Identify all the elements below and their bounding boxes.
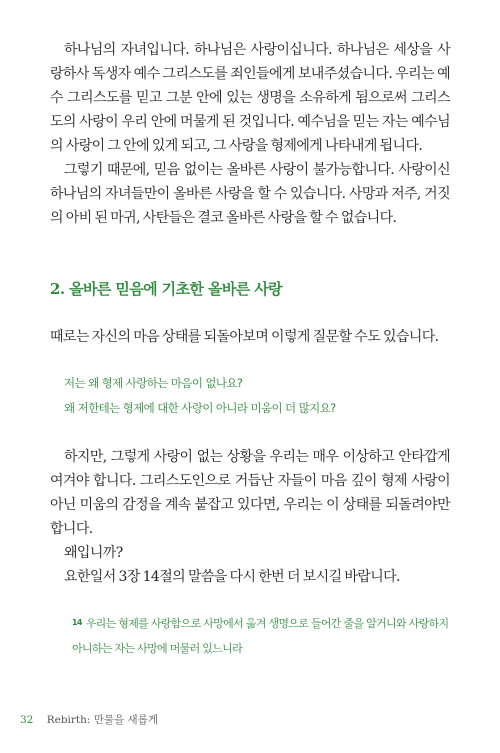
question-line-1: 저는 왜 형제 사랑하는 마음이 없나요? (64, 376, 243, 390)
page-number: 32 (20, 714, 34, 726)
body-paragraph-6: 요한일서 3장 14절의 말씀을 다시 한번 더 보시길 바랍니다. (64, 569, 400, 585)
scripture-verse (50, 611, 450, 661)
verse-number: 14 (72, 618, 82, 627)
body-paragraph-3: 때로는 자신의 마음 상태를 되돌아보며 이렇게 질문할 수도 있습니다. (50, 329, 439, 345)
book-title: Rebirth: 만물을 새롭게 (46, 714, 158, 726)
body-paragraph-5: 왜입니까? (64, 545, 123, 561)
question-block (50, 371, 450, 421)
body-paragraph-2: 그렇기 때문에, 믿음 없이는 올바른 사랑이 불가능합니다. 사랑이신 하나님의 자녀들만이 올바른 사랑을 할 수 있습니다. 사망과 저주, 거짓의 아비 된 마귀, 사탄들은 결코 올바른 사랑을 할 수 없습니다. (50, 162, 450, 226)
page-footer (20, 712, 158, 727)
question-line-2: 왜 저한테는 형제에 대한 사랑이 아니라 미움이 더 많지요? (64, 401, 336, 415)
body-paragraph-4: 하지만, 그렇게 사랑이 없는 상황을 우리는 매우 이상하고 안타깝게 여겨야 합니다. 그리스도인으로 거듭난 자들이 마음 깊이 형제 사랑이 아닌 미움의 감정을 계속 붙잡고 있다면, 우리는 이 상태를 되돌려야만 합니다. (50, 449, 450, 537)
body-paragraph-1: 하나님의 자녀입니다. 하나님은 사랑이십니다. 하나님은 세상을 사랑하사 독생자 예수 그리스도를 죄인들에게 보내주셨습니다. 우리는 예수 그리스도를 믿고 그분 안에 있는 생명을 소유하게 됨으로써 그리스도의 사랑이 우리 안에 머물게 된 것입니다. 예수님을 믿는 자는 예수님의 사랑이 그 안에 있게 되고, 그 사랑을 형제에게 나타내게 됩니다. (50, 42, 450, 154)
verse-text: 우리는 형제를 사랑함으로 사망에서 옮겨 생명으로 들어간 줄을 알거니와 사랑하지 아니하는 자는 사망에 머물러 있느니라 (72, 617, 449, 655)
section-heading: 2. 올바른 믿음에 기초한 올바른 사랑 (50, 280, 283, 298)
page-content (50, 38, 450, 661)
